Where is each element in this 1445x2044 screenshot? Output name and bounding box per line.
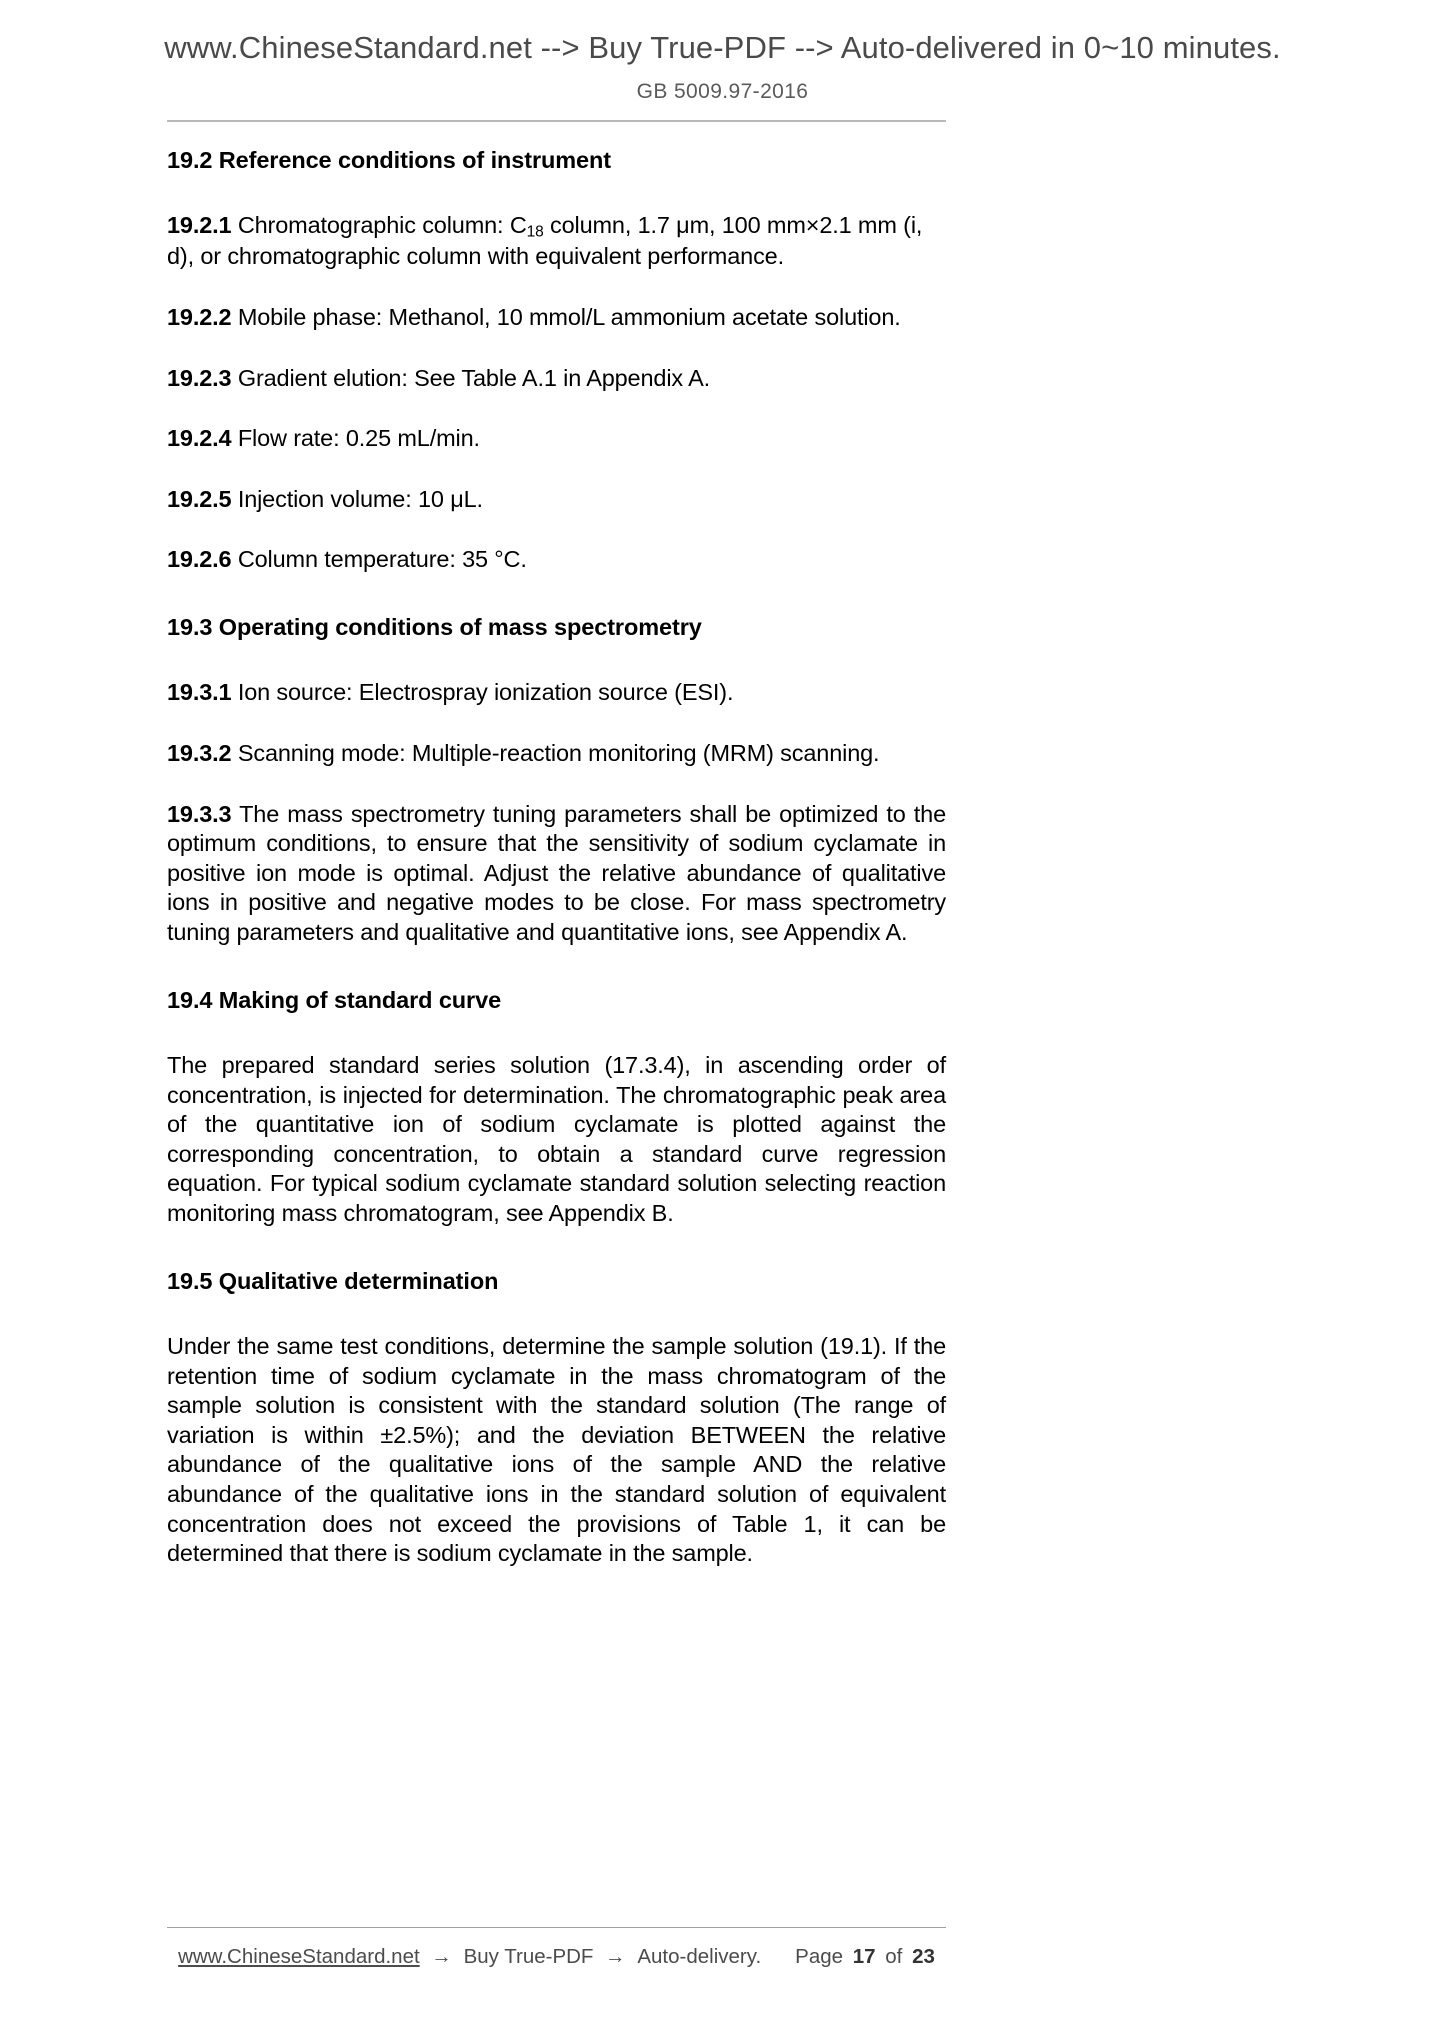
paragraph-19-4: The prepared standard series solution (17.3.4), in ascending order of concentration, is injected for determination. The chromatographic peak area of the quantitative ion of sodium cyclamate is plotted against the corresponding concentration, to obtain a standard curve regression equation. For typical sodium cyclamate standard solution selecting reaction monitoring mass chromatogram, see Appendix B. xyxy=(167,1052,946,1227)
clause-number-19-3-1: 19.3.1 xyxy=(167,679,232,706)
clause-number-19-2-3: 19.2.3 xyxy=(167,364,232,391)
spacer xyxy=(167,333,946,364)
spacer xyxy=(167,1015,946,1051)
spacer xyxy=(167,1296,946,1332)
paragraph-19-2-2 xyxy=(167,303,946,333)
subscript-18: 18 xyxy=(526,223,544,241)
document-body xyxy=(167,146,946,1569)
footer-page-number: 17 xyxy=(852,1945,876,1968)
paragraph-19-2-1 xyxy=(167,211,946,272)
spacer xyxy=(167,454,946,485)
paragraph-19-2-4 xyxy=(167,424,946,454)
paragraph-19-2-3 xyxy=(167,364,946,394)
clause-text-19-2-2: Mobile phase: Methanol, 10 mmol/L ammonium acetate solution. xyxy=(231,303,901,330)
footer-delivery-label: Auto-delivery. xyxy=(637,1945,762,1968)
arrow-right-icon-2: → xyxy=(605,1945,626,1968)
clause-text-19-2-3: Gradient elution: See Table A.1 in Appendix A. xyxy=(231,364,710,391)
spacer xyxy=(167,575,946,613)
heading-19-3: 19.3 Operating conditions of mass spectrometry xyxy=(167,613,702,640)
clause-number-19-2-5: 19.2.5 xyxy=(167,485,232,512)
clause-text-19-3-2: Scanning mode: Multiple-reaction monitoring (MRM) scanning. xyxy=(231,739,880,766)
footer-buy-label[interactable]: Buy True-PDF xyxy=(463,1945,594,1968)
spacer xyxy=(167,393,946,424)
clause-text-19-2-5: Injection volume: 10 μL. xyxy=(231,485,483,512)
clause-text-19-2-1-b: column, 1.7 μm, 100 mm×2.1 mm (i, d), or chromatographic column with equivalent performance. xyxy=(167,212,923,270)
clause-text-19-2-4: Flow rate: 0.25 mL/min. xyxy=(231,425,480,452)
spacer xyxy=(167,708,946,739)
clause-text-19-3-3: The mass spectrometry tuning parameters shall be optimized to the optimum conditions, to ensure that the sensitivity of sodium cyclamate in positive ion mode is optimal. Adjust the relative abundance of qualitative ions in positive and negative modes to be close. For mass spectrometry tuning parameters and qualitative and quantitative ions, see Appendix A. xyxy=(167,800,946,946)
clause-number-19-3-3: 19.3.3 xyxy=(167,800,232,827)
clause-text-19-2-1-a: Chromatographic column: C xyxy=(231,212,527,239)
document-standard-code: GB 5009.97-2016 xyxy=(636,80,809,103)
spacer xyxy=(167,175,946,211)
paragraph-19-2-5 xyxy=(167,485,946,515)
clause-text-19-3-1: Ion source: Electrospray ionization source (ESI). xyxy=(231,679,734,706)
heading-19-2: 19.2 Reference conditions of instrument xyxy=(167,147,612,173)
footer-of-label: of xyxy=(885,1945,903,1968)
spacer xyxy=(167,514,946,545)
footer-site-link[interactable]: www.ChineseStandard.net xyxy=(178,1945,420,1968)
paragraph-19-2-6 xyxy=(167,545,946,575)
clause-text-19-2-6: Column temperature: 35 °C. xyxy=(231,546,527,573)
clause-number-19-2-2: 19.2.2 xyxy=(167,303,232,330)
footer-divider xyxy=(167,1927,946,1928)
spacer xyxy=(167,1229,946,1267)
clause-number-19-2-1: 19.2.1 xyxy=(167,212,232,239)
promo-header-text: www.ChineseStandard.net --> Buy True-PDF --> Auto-delivered in 0~10 minutes. xyxy=(164,30,1281,65)
clause-number-19-2-4: 19.2.4 xyxy=(167,425,232,452)
paragraph-19-3-3 xyxy=(167,800,946,948)
paragraph-19-3-1 xyxy=(167,678,946,708)
arrow-right-icon: → xyxy=(431,1945,452,1968)
heading-19-4: 19.4 Making of standard curve xyxy=(167,986,502,1013)
paragraph-19-5: Under the same test conditions, determine the sample solution (19.1). If the retention time of sodium cyclamate in the mass chromatogram of the sample solution is consistent with the standard solution (The range of variation is within ±2.5%); and the deviation BETWEEN the relative abundance of the qualitative ions of the sample AND the relative abundance of the qualitative ions in the standard solution of equivalent concentration does not exceed the provisions of Table 1, it can be determined that there is sodium cyclamate in the sample. xyxy=(167,1333,946,1567)
paragraph-19-3-2 xyxy=(167,739,946,769)
clause-number-19-2-6: 19.2.6 xyxy=(167,546,232,573)
spacer xyxy=(167,272,946,303)
spacer xyxy=(167,642,946,678)
spacer xyxy=(167,948,946,986)
header-divider xyxy=(167,120,946,122)
footer-page-label: Page xyxy=(795,1945,844,1968)
clause-number-19-3-2: 19.3.2 xyxy=(167,739,232,766)
spacer xyxy=(167,769,946,800)
page-footer xyxy=(167,1945,946,1969)
footer-page-total: 23 xyxy=(912,1945,935,1968)
heading-19-5: 19.5 Qualitative determination xyxy=(167,1267,499,1294)
